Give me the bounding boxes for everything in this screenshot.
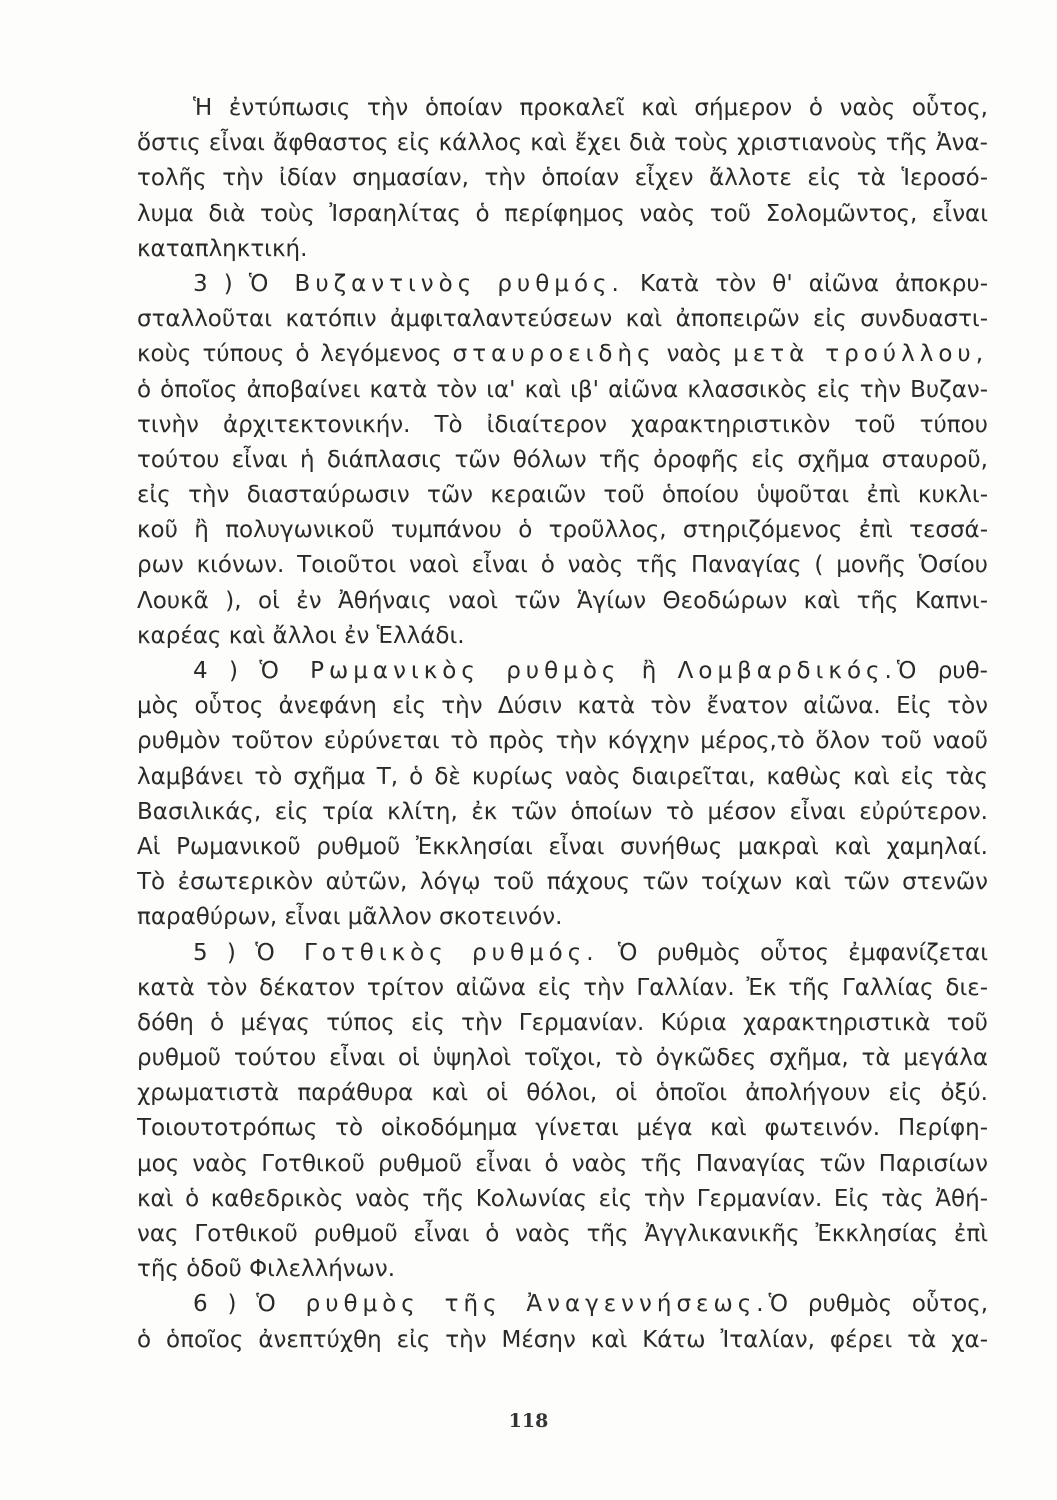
section-5-first-line bbox=[137, 936, 988, 971]
section-number: 5 ) bbox=[193, 939, 256, 966]
text-line: καὶ ὁ καθεδρικὸς ναὸς τῆς Κολωνίας εἰς τὴν Γερμανίαν. Εἰς τὰς Ἀθή- bbox=[137, 1185, 988, 1212]
text-run: κοὺς τύπους ὁ λεγόμενος bbox=[137, 341, 453, 368]
page-body-text bbox=[137, 91, 988, 1358]
text-line bbox=[137, 337, 988, 372]
text-line: ρων κιόνων. Τοιοῦτοι ναοὶ εἶναι ὁ ναὸς τῆς Παναγίας ( μονῆς Ὁσίου bbox=[137, 552, 988, 579]
text-line: λυμα διὰ τοὺς Ἰσραηλίτας ὁ περίφημος ναὸς τοῦ Σολομῶντος, εἶναι bbox=[137, 200, 988, 227]
text-line: Τοιουτοτρόπως τὸ οἰκοδόμημα γίνεται μέγα καὶ φωτεινόν. Περίφη- bbox=[137, 1115, 988, 1142]
text-run: ναὸς bbox=[655, 341, 734, 368]
text-line: μὸς οὗτος ἀνεφάνη εἰς τὴν Δύσιν κατὰ τὸν ἔνατον αἰῶνα. Εἰς τὸν bbox=[137, 693, 988, 720]
section-6-first-line bbox=[137, 1287, 988, 1322]
section-number: 3 ) bbox=[193, 270, 249, 297]
section-4-first-line bbox=[137, 654, 988, 689]
section-heading: Λομβαρδικός. bbox=[677, 658, 897, 684]
section-heading: Ὁ ρυθμὸς τῆς Ἀναγεννήσεως. bbox=[256, 1291, 769, 1318]
text-run: Κατὰ τὸν θ' αἰῶνα ἀποκρυ- bbox=[623, 270, 988, 297]
spaced-term: μετὰ τρούλλου, bbox=[733, 341, 988, 368]
text-line: ὁ ὁποῖος ἀνεπτύχθη εἰς τὴν Μέσην καὶ Κάτω Ἰταλίαν, φέρει τὰ χα- bbox=[137, 1326, 988, 1353]
text-line: Αἱ Ρωμανικοῦ ρυθμοῦ Ἐκκλησίαι εἶναι συνήθως μακραὶ καὶ χαμηλαί. bbox=[137, 833, 988, 860]
text-line: Ἡ ἐντύπωσις τὴν ὁποίαν προκαλεῖ καὶ σήμερον ὁ ναὸς οὗτος, bbox=[193, 95, 988, 121]
text-line: καταπληκτική. bbox=[137, 235, 308, 262]
text-line: Τὸ ἐσωτερικὸν αὐτῶν, λόγῳ τοῦ πάχους τῶν τοίχων καὶ τῶν στενῶν bbox=[137, 869, 988, 896]
text-line: μος ναὸς Γοτθικοῦ ρυθμοῦ εἶναι ὁ ναὸς τῆς Παναγίας τῶν Παρισίων bbox=[137, 1150, 988, 1177]
text-line: τῆς ὁδοῦ Φιλελλήνων. bbox=[137, 1256, 396, 1283]
text-line: παραθύρων, εἶναι μᾶλλον σκοτεινόν. bbox=[137, 904, 563, 931]
text-line: Λουκᾶ ), οἱ ἐν Ἀθήναις ναοὶ τῶν Ἁγίων Θεοδώρων καὶ τῆς Καπνι- bbox=[137, 587, 988, 614]
text-run: Ὁ ρυθμὸς οὗτος, bbox=[768, 1291, 988, 1318]
text-line: δόθη ὁ μέγας τύπος εἰς τὴν Γερμανίαν. Κύρια χαρακτηριστικὰ τοῦ bbox=[137, 1009, 988, 1036]
section-3-first-line bbox=[137, 267, 988, 302]
text-run: ἢ bbox=[620, 658, 678, 684]
section-heading: Ὁ Γοτθικὸς ρυθμός. bbox=[255, 939, 599, 966]
text-line: εἰς τὴν διασταύρωσιν τῶν κεραιῶν τοῦ ὁποίου ὑψοῦται ἐπὶ κυκλι- bbox=[137, 482, 988, 509]
text-run: Ὁ ρυθμὸς οὗτος ἐμφανίζεται bbox=[598, 939, 988, 966]
page-number: 118 bbox=[508, 1410, 549, 1432]
text-line: ρυθμὸν τοῦτον εὐρύνεται τὸ πρὸς τὴν κόγχην μέρος,τὸ ὅλον τοῦ ναοῦ bbox=[137, 728, 988, 755]
text-line: λαμβάνει τὸ σχῆμα Τ, ὁ δὲ κυρίως ναὸς διαιρεῖται, καθὼς καὶ εἰς τὰς bbox=[137, 763, 988, 790]
text-line: νας Γοτθικοῦ ρυθμοῦ εἶναι ὁ ναὸς τῆς Ἀγγλικανικῆς Ἐκκλησίας ἐπὶ bbox=[137, 1221, 988, 1247]
text-line: ρυθμοῦ τούτου εἶναι οἱ ὑψηλοὶ τοῖχοι, τὸ ὀγκῶδες σχῆμα, τὰ μεγάλα bbox=[137, 1045, 988, 1072]
section-heading: Ὁ Ρωμανικὸς ρυθμὸς bbox=[259, 658, 621, 684]
section-heading: Ὁ Βυζαντινὸς ρυθμός. bbox=[248, 270, 624, 297]
text-line: κατὰ τὸν δέκατον τρίτον αἰῶνα εἰς τὴν Γαλλίαν. Ἐκ τῆς Γαλλίας διε- bbox=[137, 974, 988, 1001]
text-line: κοῦ ἢ πολυγωνικοῦ τυμπάνου ὁ τροῦλλος, στηριζόμενος ἐπὶ τεσσά- bbox=[137, 517, 988, 544]
section-number: 4 ) bbox=[193, 658, 260, 684]
text-line: τινὴν ἀρχιτεκτονικήν. Τὸ ἰδιαίτερον χαρακτηριστικὸν τοῦ τύπου bbox=[137, 411, 988, 438]
text-line: τούτου εἶναι ἡ διάπλασις τῶν θόλων τῆς ὀροφῆς εἰς σχῆμα σταυροῦ, bbox=[137, 446, 988, 473]
section-number: 6 ) bbox=[193, 1291, 257, 1318]
text-line: τολῆς τὴν ἰδίαν σημασίαν, τὴν ὁποίαν εἶχεν ἄλλοτε εἰς τὰ Ἱεροσό- bbox=[137, 165, 988, 192]
text-line: σταλλοῦται κατόπιν ἀμφιταλαντεύσεων καὶ ἀποπειρῶν εἰς συνδυαστι- bbox=[137, 306, 988, 333]
text-line: Βασιλικάς, εἰς τρία κλίτη, ἐκ τῶν ὁποίων τὸ μέσον εἶναι εὐρύτερον. bbox=[137, 798, 988, 825]
text-run: Ὁ ρυθ- bbox=[896, 658, 988, 684]
text-line: καρέας καὶ ἄλλοι ἐν Ἑλλάδι. bbox=[137, 622, 465, 649]
text-line: ὅστις εἶναι ἄφθαστος εἰς κάλλος καὶ ἔχει διὰ τοὺς χριστιανοὺς τῆς Ἀνα- bbox=[137, 130, 988, 157]
text-line: ὁ ὁποῖος ἀποβαίνει κατὰ τὸν ια' καὶ ιβ' αἰῶνα κλασσικὸς εἰς τὴν Βυζαν- bbox=[137, 376, 988, 403]
text-line: χρωματιστὰ παράθυρα καὶ οἱ θόλοι, οἱ ὁποῖοι ἀπολήγουν εἰς ὀξύ. bbox=[137, 1080, 988, 1107]
spaced-term: σταυροειδὴς bbox=[452, 341, 656, 368]
